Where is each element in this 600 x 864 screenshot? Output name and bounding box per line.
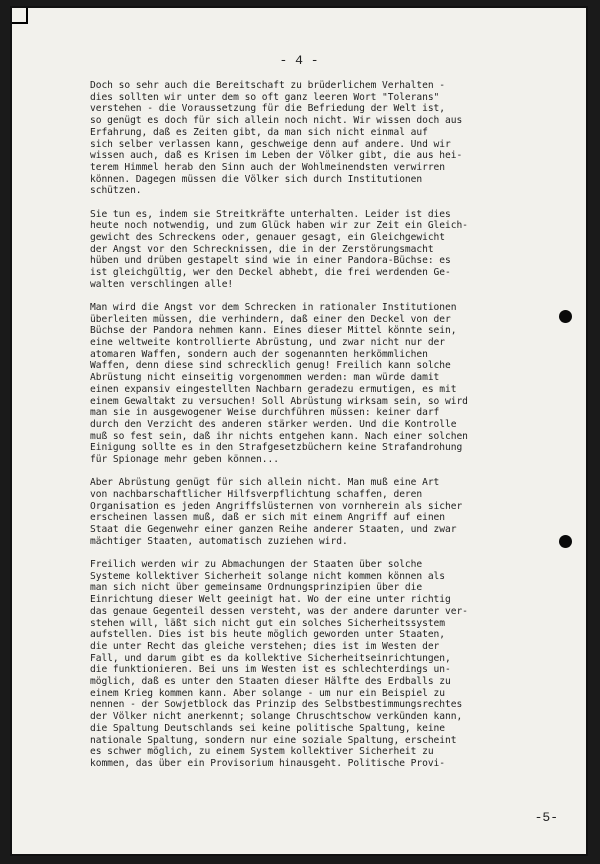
text-line: Einigung sollte es in den Strafgesetzbüchern keine Strafandrohung xyxy=(90,442,463,454)
text-line: ist gleichgültig, wer den Deckel abhebt, die frei werdenden Ge- xyxy=(90,267,451,279)
text-line: terem Himmel herab den Sinn auch der Wohlmeinendsten verwirren xyxy=(90,161,446,173)
text-line: man sich nicht über gemeinsame Ordnungsprinzipien über die xyxy=(90,582,423,594)
text-line: sich selber verlassen kann, geschweige denn auf andere. Und wir xyxy=(90,138,451,150)
text-line: die Spaltung Deutschlands sei keine politische Spaltung, keine xyxy=(90,722,446,734)
text-line: Organisation es jeden Angriffslüsternen von vornherein als sicher xyxy=(90,500,463,512)
text-line: Doch so sehr auch die Bereitschaft zu brüderlichem Verhalten - xyxy=(90,80,446,91)
text-line: durch den Verzicht des anderen stärker werden. Und die Kontrolle xyxy=(90,418,457,430)
text-line: das genaue Gegenteil dessen versteht, was der andere darunter ver- xyxy=(90,605,468,617)
text-line: heute noch notwendig, und zum Glück haben wir zur Zeit ein Gleich- xyxy=(90,220,468,232)
text-line: Aber Abrüstung genügt für sich allein nicht. Man muß eine Art xyxy=(90,477,440,489)
document-body xyxy=(90,80,580,770)
text-line: nationale Spaltung, sondern nur eine soziale Spaltung, erscheint xyxy=(90,734,457,746)
text-line: einem Krieg kommen kann. Aber solange - um nur ein Beispiel zu xyxy=(90,687,446,699)
text-line: der Angst vor den Schrecknissen, die in der Zerstörungsmacht xyxy=(90,243,434,255)
paragraph xyxy=(90,209,580,291)
text-line: Einrichtung dieser Welt geeinigt hat. Wo der eine unter richtig xyxy=(90,594,451,606)
text-line: die unter Recht das gleiche verstehen; dies ist im Westen der xyxy=(90,640,440,652)
document-page xyxy=(10,6,588,856)
paragraph xyxy=(90,559,580,770)
text-line: einen expansiv eingestellten Nachbarn geradezu ermutigen, es mit xyxy=(90,383,457,395)
text-line: atomaren Waffen, sondern auch der sogenannten herkömmlichen xyxy=(90,348,428,360)
paragraph-gap xyxy=(90,197,580,209)
text-line: schützen. xyxy=(90,185,142,197)
paragraph xyxy=(90,477,580,547)
text-line: Büchse der Pandora nehmen kann. Eines dieser Mittel könnte sein, xyxy=(90,325,457,337)
text-line: Systeme kollektiver Sicherheit solange nicht kommen können als xyxy=(90,570,446,582)
text-line: walten verschlingen alle! xyxy=(90,278,234,290)
paragraph xyxy=(90,302,580,466)
text-line: Staat die Gegenwehr einer ganzen Reihe anderer Staaten, und zwar xyxy=(90,524,457,536)
paragraph-gap xyxy=(90,548,580,560)
paragraph-gap xyxy=(90,290,580,302)
text-line: Fall, und darum gibt es da kollektive Sicherheitseinrichtungen, xyxy=(90,652,451,664)
text-line: erscheinen lassen muß, daß er sich mit einem Angriff auf einen xyxy=(90,512,446,524)
text-line: Freilich werden wir zu Abmachungen der Staaten über solche xyxy=(90,559,423,571)
text-line: muß so fest sein, daß ihr nichts entgehen kann. Nach einer solchen xyxy=(90,430,468,442)
next-page-marker: -5- xyxy=(534,810,558,825)
text-line: dies sollten wir unter dem so oft ganz leeren Wort "Tolerans" xyxy=(90,91,440,103)
paragraph-gap xyxy=(90,466,580,478)
text-line: für Spionage mehr geben können... xyxy=(90,454,279,466)
punch-hole xyxy=(559,535,572,548)
text-line: verstehen - die Voraussetzung für die Befriedung der Welt ist, xyxy=(90,103,446,115)
text-line: eine weltweite kontrollierte Abrüstung, und zwar nicht nur der xyxy=(90,337,446,349)
text-line: der Völker nicht anerkennt; solange Chruschtschow verkünden kann, xyxy=(90,711,463,723)
text-line: wissen auch, daß es Krisen im Leben der Völker gibt, die aus hei- xyxy=(90,150,463,162)
text-line: können. Dagegen müssen die Völker sich durch Institutionen xyxy=(90,173,423,185)
page-number: - 4 - xyxy=(279,53,319,68)
text-line: kommen, das über ein Provisorium hinausgeht. Politische Provi- xyxy=(90,757,446,769)
text-line: mächtiger Staaten, automatisch zuziehen wird. xyxy=(90,535,348,547)
text-line: gewicht des Schreckens oder, genauer gesagt, ein Gleichgewicht xyxy=(90,231,446,243)
text-line: es schwer möglich, zu einem System kollektiver Sicherheit zu xyxy=(90,746,434,758)
text-line: Man wird die Angst vor dem Schrecken in rationaler Institutionen xyxy=(90,301,457,313)
text-line: einem Gewaltakt zu versuchen! Soll Abrüstung wirksam sein, so wird xyxy=(90,395,468,407)
text-line: hüben und drüben gestapelt sind wie in einer Pandora-Büchse: es xyxy=(90,255,451,267)
text-line: man sie in ausgewogener Weise durchführen müssen: keiner darf xyxy=(90,407,440,419)
paragraph xyxy=(90,80,580,197)
text-line: nennen - der Sowjetblock das Prinzip des Selbstbestimmungsrechtes xyxy=(90,699,463,711)
text-line: von nachbarschaftlicher Hilfsverpflichtung schaffen, deren xyxy=(90,489,423,500)
text-line: Erfahrung, daß es Zeiten gibt, da man sich nicht einmal auf xyxy=(90,126,428,138)
text-line: Waffen, denn diese sind schrecklich genug! Freilich kann solche xyxy=(90,360,451,372)
text-line: die funktionieren. Bei uns im Westen ist es schlechterdings un- xyxy=(90,664,451,676)
corner-mark xyxy=(12,8,28,24)
text-line: Abrüstung nicht einseitig vorgenommen werden: man würde damit xyxy=(90,372,440,384)
text-line: Sie tun es, indem sie Streitkräfte unterhalten. Leider ist dies xyxy=(90,208,451,220)
text-line: stehen will, läßt sich nicht gut ein solches Sicherheitssystem xyxy=(90,617,446,629)
text-line: aufstellen. Dies ist bis heute möglich geworden unter Staaten, xyxy=(90,629,446,641)
punch-hole xyxy=(559,310,572,323)
text-line: überleiten müssen, die verhindern, daß einer den Deckel von der xyxy=(90,313,451,325)
text-line: möglich, daß es unter den Staaten dieser Hälfte des Erdballs zu xyxy=(90,676,451,688)
text-line: so genügt es doch für sich allein noch nicht. Wir wissen doch aus xyxy=(90,115,463,127)
